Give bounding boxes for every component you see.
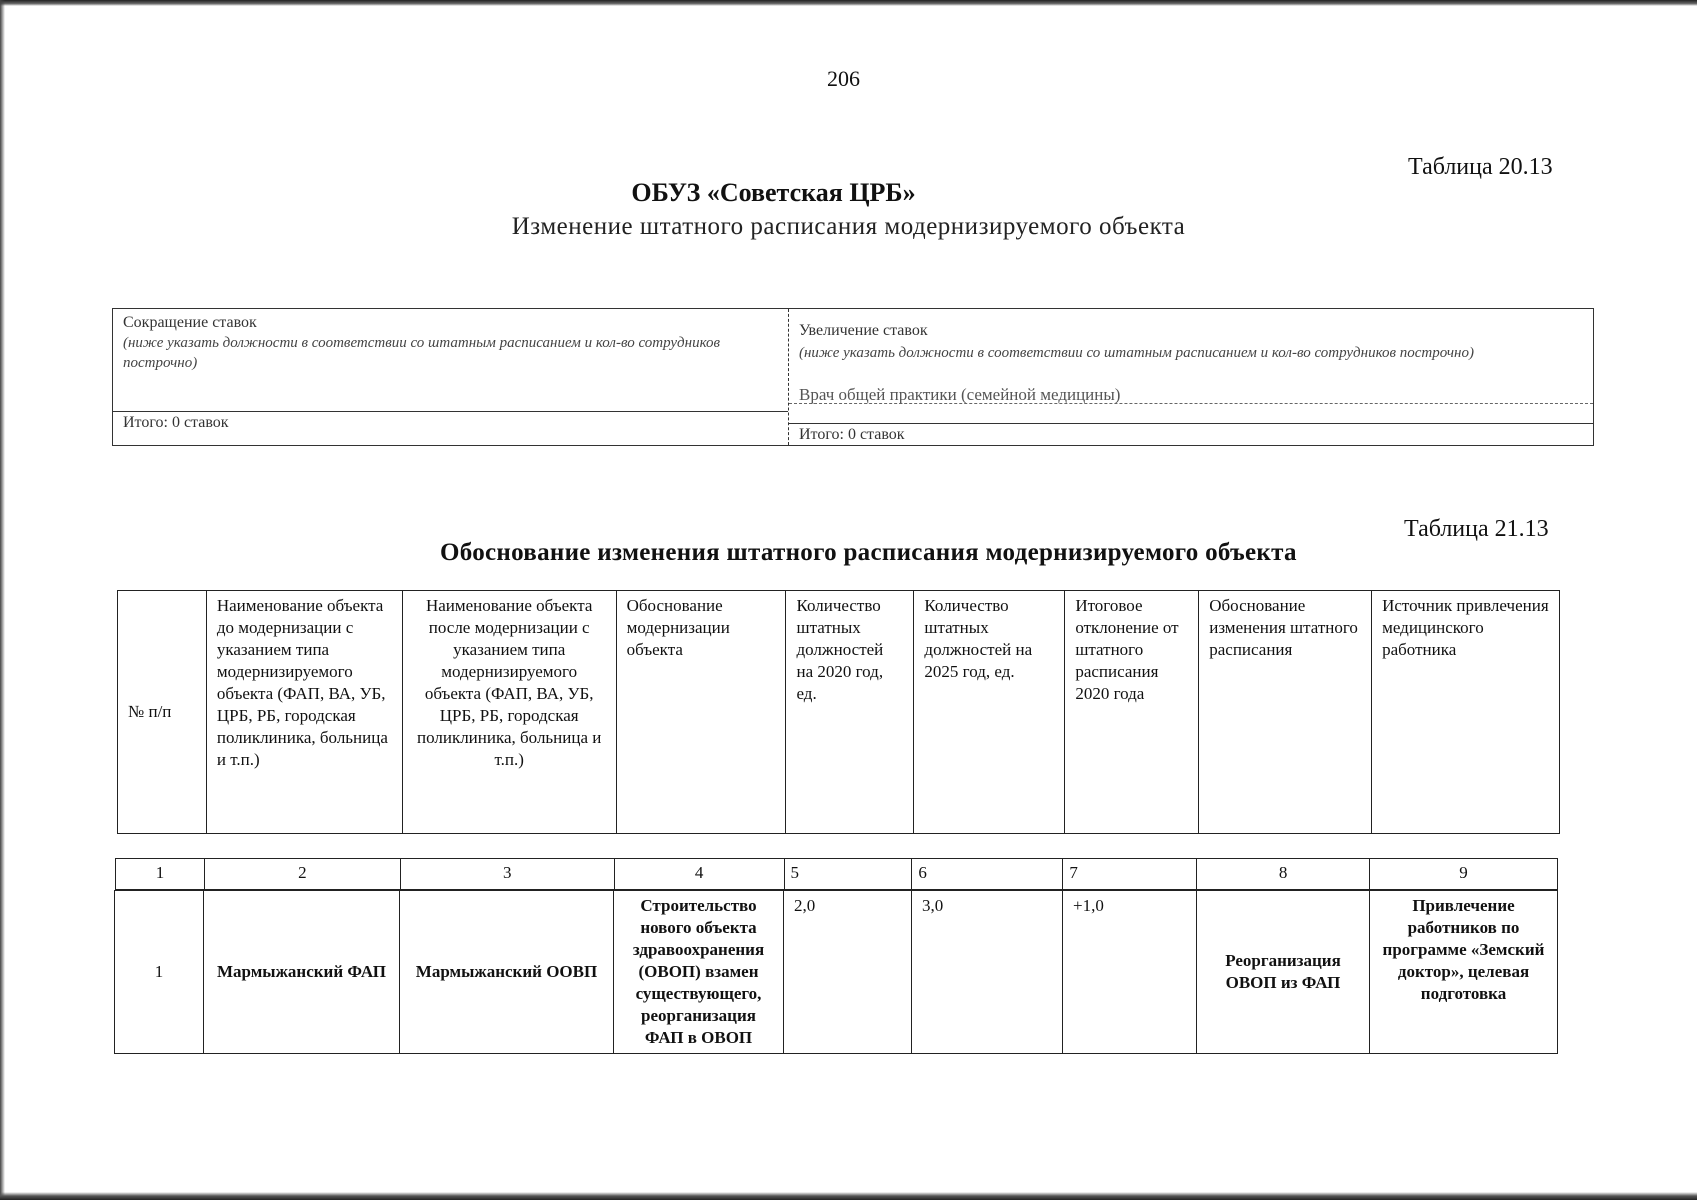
table-20-title: Изменение штатного расписания модернизируемого объекта — [511, 213, 1186, 240]
header-change-reason: Обоснование изменения штатного расписания — [1199, 591, 1372, 834]
scan-edge-top — [0, 0, 1697, 6]
justification-data-table — [114, 890, 1558, 1054]
column-number: 2 — [204, 859, 400, 890]
header-deviation: Итоговое отклонение от штатного расписания 2020 года — [1065, 591, 1199, 834]
table-21-title: Обоснование изменения штатного расписания модернизируемого объекта — [440, 539, 1297, 566]
scan-edge-bottom — [0, 1192, 1697, 1200]
table-21-label: Таблица 21.13 — [1404, 516, 1549, 542]
increase-position: Врач общей практики (семейной медицины) — [799, 385, 1121, 404]
column-number: 7 — [1063, 859, 1197, 890]
column-number: 1 — [116, 859, 205, 890]
object-before: Мармыжанский ФАП — [204, 891, 400, 1054]
header-object-after: Наименование объекта после модернизации с указанием типа модернизируемого объекта (ФАП, ВА, УБ, ЦРБ, РБ, городская поликлиника, больница и т.п.) — [402, 591, 616, 834]
staff-source: Привлечение работников по программе «Земский доктор», целевая подготовка — [1370, 891, 1558, 1054]
column-number: 9 — [1370, 859, 1558, 890]
change-reason: Реорганизация ОВОП из ФАП — [1197, 891, 1370, 1054]
increase-header: Увеличение ставок — [799, 322, 928, 339]
page-number: 206 — [827, 66, 860, 91]
reduction-header: Сокращение ставок — [123, 314, 257, 331]
row-divider-right — [789, 423, 1593, 424]
row-number: 1 — [115, 891, 204, 1054]
staff-2020: 2,0 — [784, 891, 912, 1054]
column-number: 8 — [1197, 859, 1370, 890]
reduction-note: (ниже указать должности в соответствии со штатным расписанием и кол-во сотрудников построчно) — [123, 335, 721, 371]
column-divider — [788, 309, 789, 445]
column-number: 6 — [912, 859, 1063, 890]
row-divider-left — [113, 411, 788, 412]
increase-note: (ниже указать должности в соответствии со штатным расписанием и кол-во сотрудников построчно) — [799, 345, 1474, 361]
organization-title: ОБУЗ «Советская ЦРБ» — [631, 178, 916, 207]
staff-2025: 3,0 — [912, 891, 1063, 1054]
column-number: 3 — [400, 859, 614, 890]
header-number: № п/п — [118, 591, 207, 834]
column-number-row — [115, 858, 1558, 890]
table-20-label: Таблица 20.13 — [1408, 154, 1553, 180]
reduction-total: Итого: 0 ставок — [123, 414, 229, 431]
header-staff-2025: Количество штатных должностей на 2025 год, ед. — [914, 591, 1065, 834]
header-modernization-reason: Обоснование модернизации объекта — [616, 591, 786, 834]
deviation: +1,0 — [1063, 891, 1197, 1054]
column-number: 5 — [784, 859, 912, 890]
header-object-before: Наименование объекта до модернизации с указанием типа модернизируемого объекта (ФАП, ВА, УБ, ЦРБ, РБ, городская поликлиника, больница и т.п.) — [206, 591, 402, 834]
modernization-justification: Строительство нового объекта здравоохранения (ОВОП) взамен существующего, реорганизация ФАП в ОВОП — [614, 891, 784, 1054]
justification-header-table — [117, 590, 1560, 834]
header-source: Источник привлечения медицинского работника — [1372, 591, 1560, 834]
table-row — [115, 891, 1558, 1054]
object-after: Мармыжанский ООВП — [400, 891, 614, 1054]
increase-total: Итого: 0 ставок — [799, 426, 905, 443]
staffing-change-table — [112, 308, 1594, 446]
column-number: 4 — [614, 859, 784, 890]
header-staff-2020: Количество штатных должностей на 2020 год, ед. — [786, 591, 914, 834]
